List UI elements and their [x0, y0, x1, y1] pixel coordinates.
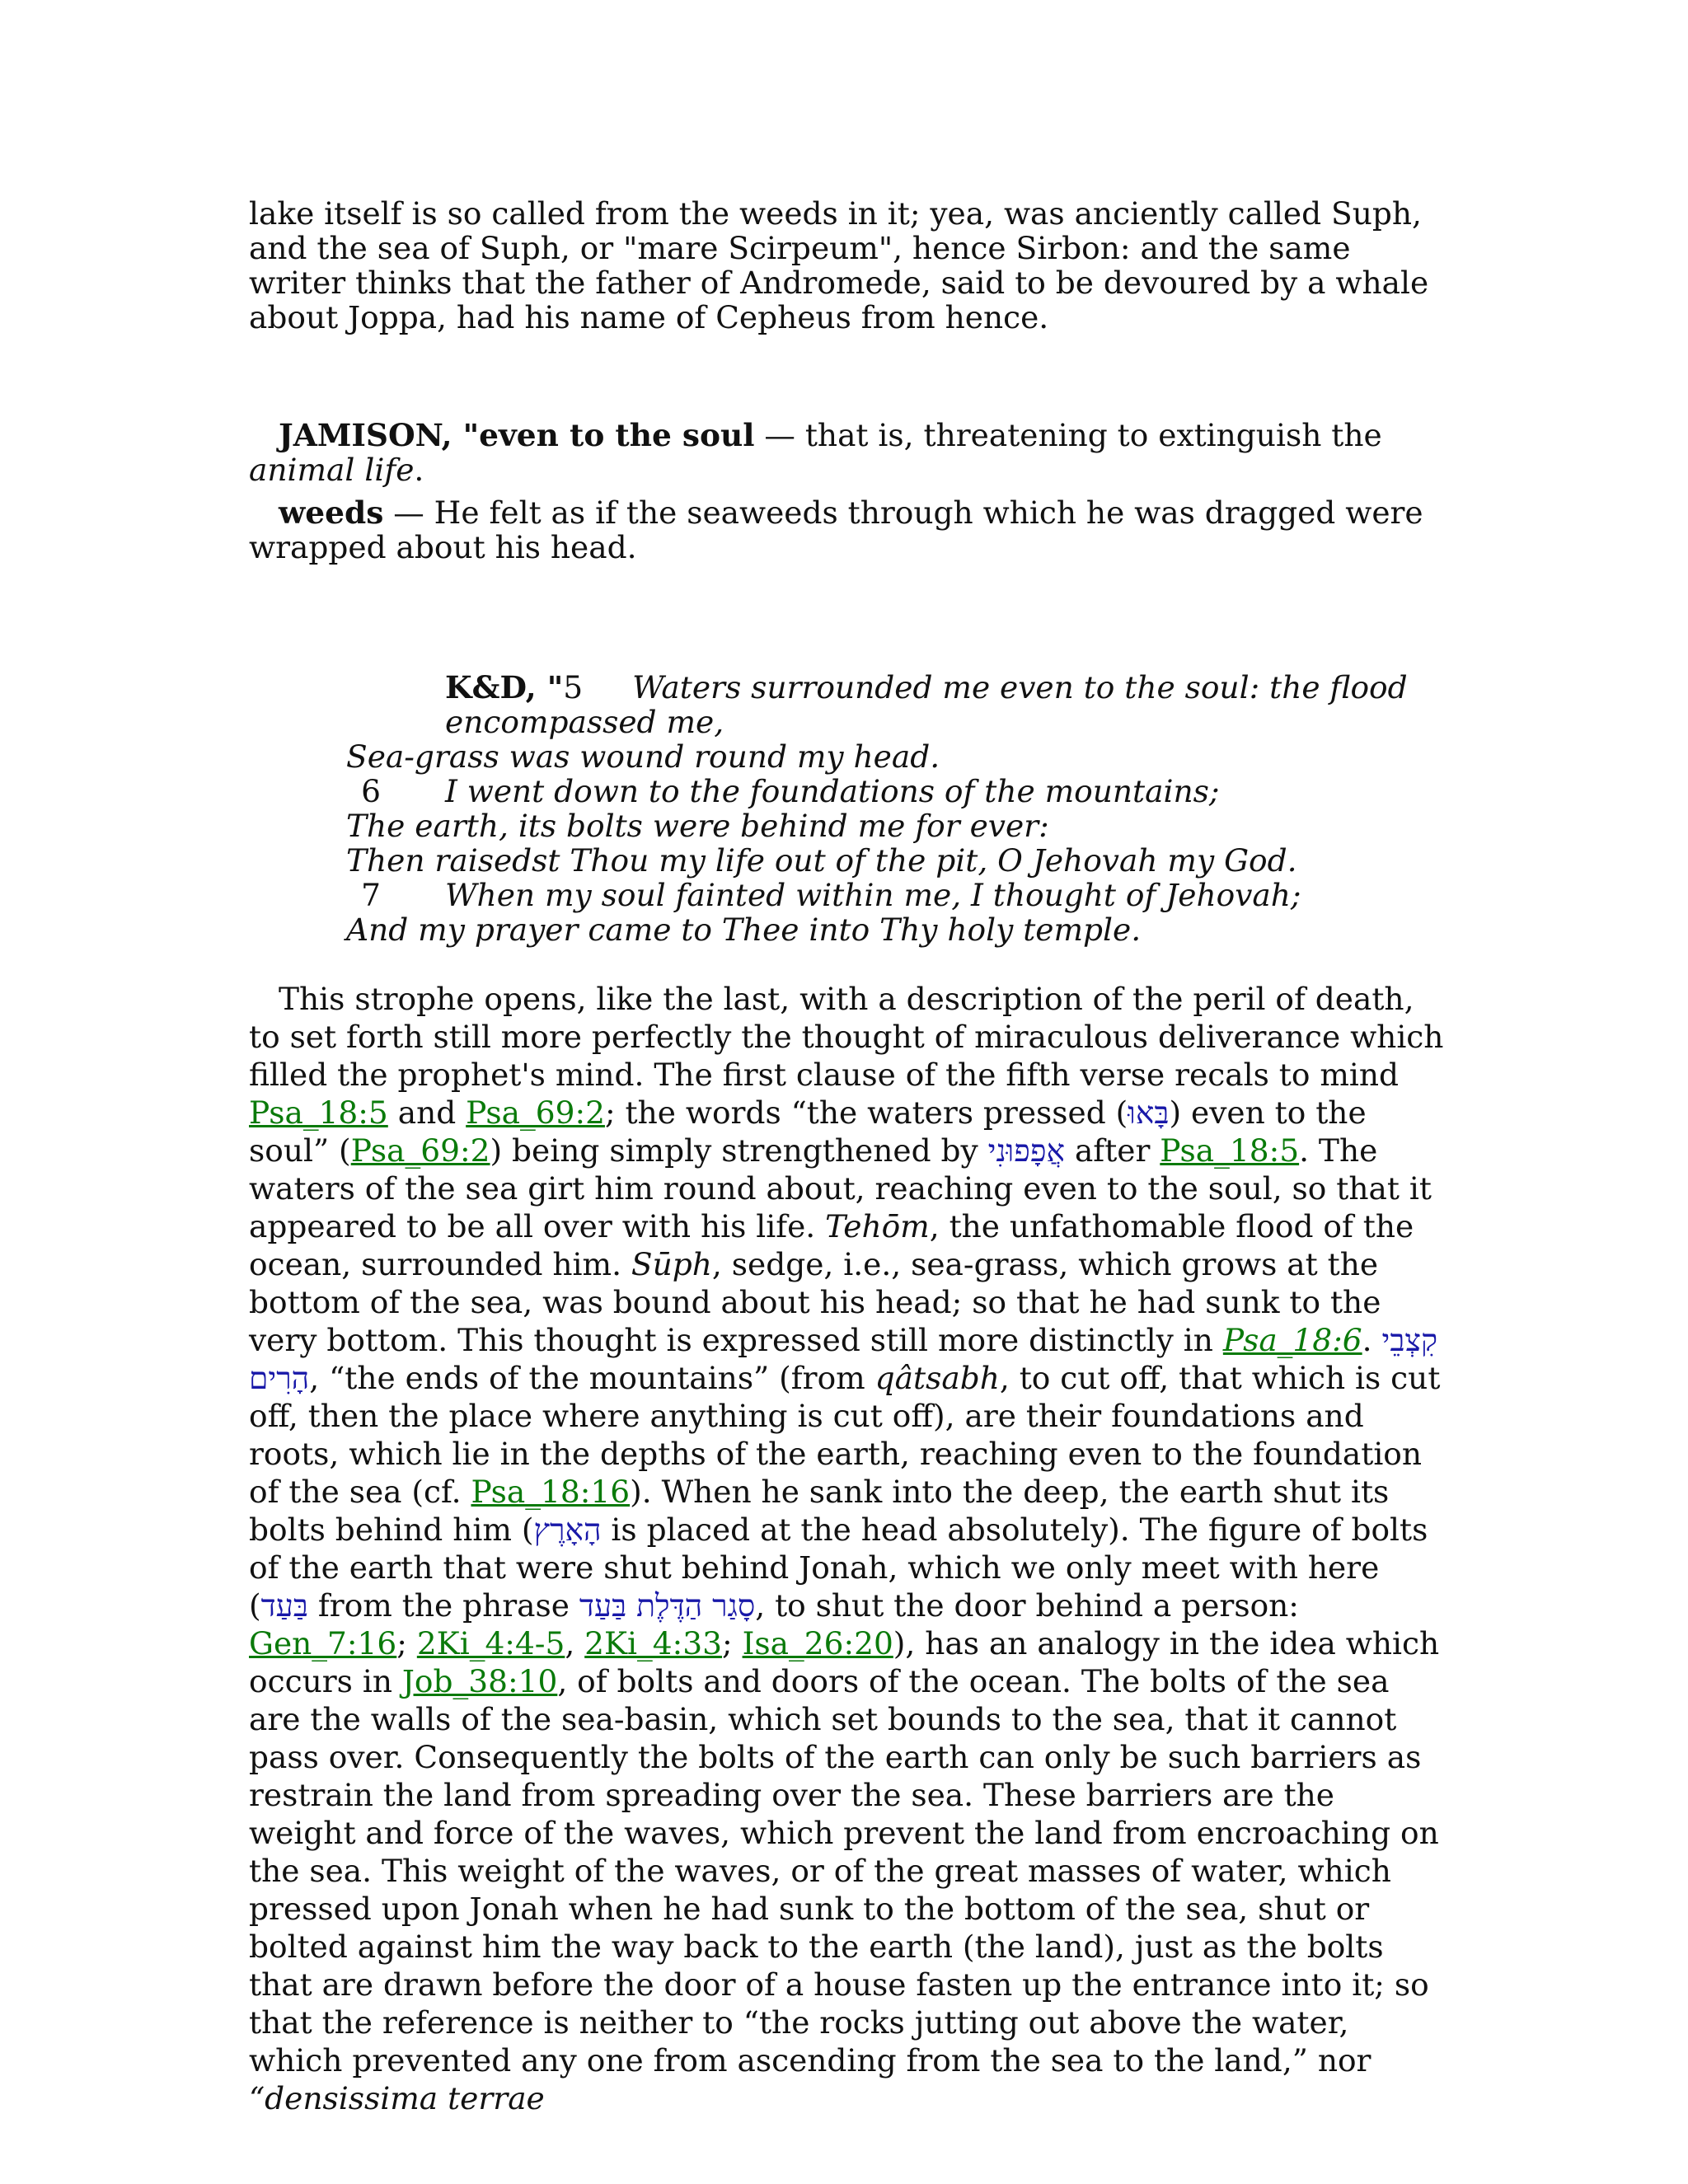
transliteration: Tehōm: [825, 1208, 930, 1244]
hebrew-phrase: סָגַר הַדֶּלֶת בַּעַד: [579, 1587, 756, 1624]
spacer: [249, 335, 1444, 418]
text-run: ). When he sank into the deep, the earth shut its bolts behind him (: [249, 1474, 1390, 1548]
jamison-emphasis: animal life: [249, 452, 415, 488]
jamison-paragraph: [249, 418, 1444, 487]
scripture-link[interactable]: Gen_7:16: [249, 1625, 397, 1661]
text-run: ;: [396, 1625, 417, 1661]
poem-verse-7-line-2: And my prayer came to Thee into Thy holy temple.: [346, 912, 1142, 948]
poem-verse-6-line-2: The earth, its bolts were behind me for ever:: [346, 808, 1049, 844]
text-run: is placed at the head absolutely). The figure of bolts of the earth that were shut behind Jonah, which we only meet with here (: [249, 1511, 1428, 1624]
scripture-link[interactable]: 2Ki_4:4-5: [416, 1625, 565, 1661]
text-run: ) being simply strengthened by: [490, 1132, 988, 1169]
text-run: , the unfathomable flood of the ocean, surrounded him.: [249, 1208, 1414, 1282]
hebrew-word: בָּאוּ: [1128, 1094, 1170, 1131]
text-run: , to shut the door behind a person:: [755, 1587, 1299, 1624]
poem-verse-6-line-3: Then raisedst Thou my life out of the pit, O Jehovah my God.: [346, 842, 1297, 879]
text-run: , of bolts and doors of the ocean. The bolts of the sea are the walls of the sea-basin, which set bounds to the sea, that it cannot pass over. Consequently the bolts of the earth can only be such barriers as restrain the land from spreading over the sea. These barriers are the weight and force of the waves, which prevent the land from encroaching on the sea. This weight of the waves, or of the great masses of water, which pressed upon Jonah when he had sunk to the bottom of the sea, shut or bolted against him the way back to the earth (the land), just as the bolts that are drawn before the door of a house fasten up the entrance into it; so that the reference is neither to “the rocks jutting out above the water, which prevented any one from ascending from the sea to the land,” nor: [249, 1663, 1439, 2079]
scripture-link[interactable]: 2Ki_4:33: [584, 1625, 722, 1661]
scripture-link[interactable]: Isa_26:20: [742, 1625, 893, 1661]
text-run: . The waters of the sea girt him round about, reaching even to the soul, so that it appeared to be all over with his life.: [249, 1132, 1432, 1244]
poem-verse-5-line-2: Sea-grass was wound round my head.: [346, 738, 940, 775]
latin-quote: “densissima terrae: [249, 2080, 545, 2116]
verse-number: 7: [361, 877, 381, 913]
scripture-link[interactable]: Psa_18:6: [1222, 1322, 1362, 1358]
hebrew-word: קִצְבֵי הָרִים: [249, 1322, 1438, 1396]
text-run: and: [387, 1094, 467, 1131]
poem-verse-6-line-1: [346, 774, 1444, 808]
scripture-link[interactable]: Job_38:10: [401, 1663, 558, 1699]
spacer: [249, 565, 1444, 670]
text-run: after: [1065, 1132, 1160, 1169]
scripture-link[interactable]: Psa_69:2: [350, 1132, 490, 1169]
verse-number: 5: [563, 669, 584, 705]
transliteration: Sūph: [631, 1246, 712, 1282]
text-run: , “the ends of the mountains” (from: [309, 1360, 875, 1396]
jamison-weeds-paragraph: [249, 495, 1444, 565]
scripture-link[interactable]: Psa_69:2: [466, 1094, 605, 1131]
scripture-link[interactable]: Psa_18:5: [1160, 1132, 1300, 1169]
kd-commentary: [249, 980, 1444, 2117]
page-body: [249, 196, 1444, 2117]
verse-number: 6: [361, 773, 381, 809]
text-run: ,: [565, 1625, 585, 1661]
poem-line: I went down to the foundations of the mountains;: [445, 773, 1220, 809]
text-run: This strophe opens, like the last, with a description of the peril of death, to set forth still more perfectly the thought of miraculous deliverance which filled the prophet's mind. The first clause of the fifth verse recals to mind: [249, 981, 1444, 1093]
text-run: ), has an analogy in the idea which occurs in: [249, 1625, 1440, 1699]
text-run: ) even to the soul” (: [249, 1094, 1367, 1169]
poem-line: Waters surrounded me even to the soul: the flood encompassed me,: [445, 669, 1408, 740]
poem-line: When my soul fainted within me, I thought of Jehovah;: [445, 877, 1301, 913]
kd-poem: [346, 670, 1444, 947]
poem-verse-7-line-1: [346, 878, 1444, 912]
jamison-label: JAMISON, "even to the soul: [279, 417, 755, 453]
text-run: , to cut off, that which is cut off, then the place where anything is cut off), are their foundations and roots, which lie in the depths of the earth, reaching even to the foundation of the sea (cf.: [249, 1360, 1441, 1510]
text-run: ;: [722, 1625, 743, 1661]
text-run: , sedge, i.e., sea-grass, which grows at the bottom of the sea, was bound about his head; so that he had sunk to the very bottom. This thought is expressed still more distinctly in: [249, 1246, 1381, 1358]
text-run: .: [1362, 1322, 1382, 1358]
poem-verse-5-line-1: [445, 670, 1444, 739]
spacer: [249, 947, 1444, 980]
jamison-text: — that is, threatening to extinguish the: [754, 417, 1382, 453]
jamison-term-weeds: weeds: [279, 494, 384, 531]
kd-label: K&D, ": [445, 669, 564, 705]
scripture-link[interactable]: Psa_18:5: [249, 1094, 388, 1131]
hebrew-word: אֲפָפוּנִי: [987, 1132, 1066, 1169]
gill-paragraph-end: lake itself is so called from the weeds in it; yea, was anciently called Suph, and the sea of Suph, or "mare Scirpeum", hence Sirbon: and the same writer thinks that the father of Andromede, said to be devoured by a whale about Joppa, had his name of Cepheus from hence.: [249, 195, 1429, 335]
hebrew-word: הָאָרֶץ: [533, 1511, 602, 1548]
text-run: ; the words “the waters pressed (: [604, 1094, 1128, 1131]
hebrew-word: בַּעַד: [260, 1587, 308, 1624]
scripture-link[interactable]: Psa_18:16: [471, 1474, 631, 1510]
transliteration: qâtsabh: [874, 1360, 1000, 1396]
jamison-weeds-text: — He felt as if the seaweeds through which he was dragged were wrapped about his head.: [249, 494, 1423, 565]
text-run: from the phrase: [307, 1587, 579, 1624]
jamison-text-end: .: [414, 452, 424, 488]
